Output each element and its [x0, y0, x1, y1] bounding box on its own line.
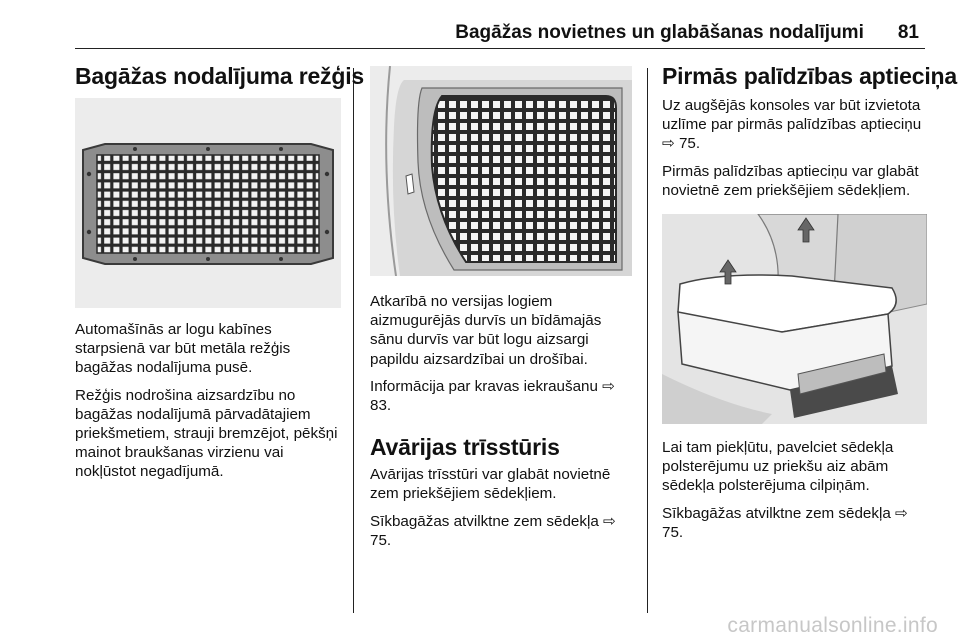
page-number: 81: [897, 22, 919, 43]
watermark-text: carmanualsonline.info: [727, 614, 938, 637]
paragraph: Lai tam piekļūtu, pavelciet sēdekļa polsterējumu uz priekšu aiz abām sēdekļa polsterējuma cilpiņām.: [662, 439, 894, 495]
paragraph: Režģis nodrošina aizsardzību no bagāžas nodalījumā pārvadātajiem priekšmetiem, strauji bremzējot, pēkšņi mainot braukšanas virzienu vai nokļūstot negadījumā.: [75, 386, 338, 481]
header-rule: [75, 48, 925, 49]
column-1: [75, 62, 364, 490]
illustration-cargo-grille: [75, 98, 341, 308]
section-title-cargo-grille: Bagāžas nodalījuma režģis: [75, 63, 364, 89]
column-divider-2: [647, 68, 648, 613]
chapter-title: Bagāžas novietnes un glabāšanas nodalījumi: [455, 22, 864, 43]
column-divider-1: [353, 68, 354, 613]
illustration-seat-storage: [662, 214, 927, 424]
running-head: [0, 22, 919, 44]
paragraph: Avārijas trīsstūri var glabāt novietnē zem priekšējiem sēdekļiem.: [370, 466, 611, 503]
column-2: [370, 62, 632, 558]
paragraph: Pirmās palīdzības aptieciņu var glabāt novietnē zem priekšējiem sēdekļiem.: [662, 162, 919, 199]
paragraph: Automašīnās ar logu kabīnes starpsienā var būt metāla režģis bagāžas nodalījuma pusē.: [75, 321, 291, 377]
section-title-warning-triangle: Avārijas trīsstūris: [370, 434, 560, 461]
paragraph: Uz augšējās konsoles var būt izvietota uzlīme par pirmās palīdzības aptieciņu ⇨ 75.: [662, 97, 922, 153]
paragraph: Informācija par kravas iekraušanu ⇨ 83.: [370, 377, 615, 415]
paragraph: Atkarībā no versijas logiem aizmugurējās durvīs un bīdāmajās sānu durvīs var būt logu aizsargi papildu aizsardzībai un drošībai.: [370, 293, 602, 368]
column-3: [662, 62, 957, 550]
paragraph: Sīkbagāžas atvilktne zem sēdekļa ⇨ 75.: [662, 504, 908, 541]
paragraph: Sīkbagāžas atvilktne zem sēdekļa ⇨ 75.: [370, 512, 616, 549]
illustration-window-guard: [370, 66, 632, 276]
section-title-first-aid-kit: Pirmās palīdzības aptieciņa: [662, 63, 957, 89]
